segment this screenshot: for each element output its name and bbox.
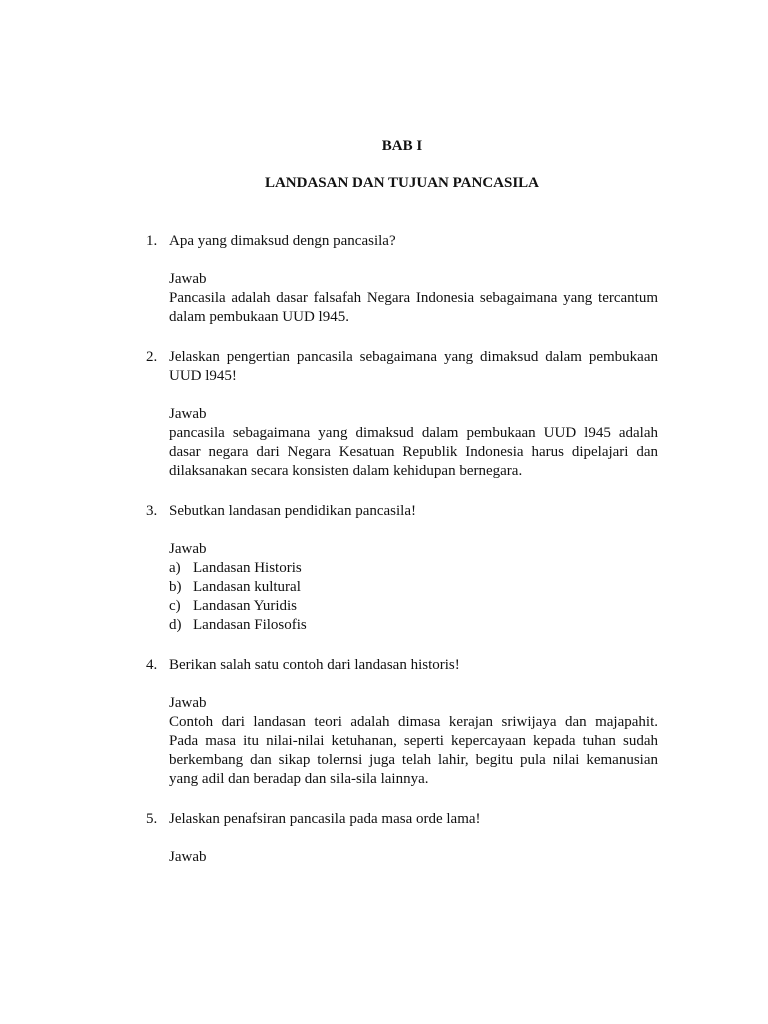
question-1	[146, 232, 658, 327]
question-number: 1.	[146, 233, 158, 249]
chapter-heading: BAB I	[381, 138, 423, 154]
question-3	[146, 502, 658, 635]
list-item: c) Landasan Yuridis	[169, 598, 298, 614]
answer-label: Jawab	[169, 271, 207, 287]
answer-block	[169, 270, 658, 327]
answer-line: dalam pembukaan UUD l945.	[169, 309, 349, 325]
question-number: 2.	[146, 349, 158, 365]
answer-label: Jawab	[169, 541, 207, 557]
answer-label: Jawab	[169, 695, 207, 711]
page-title: LANDASAN DAN TUJUAN PANCASILA	[264, 175, 540, 191]
answer-line: Pada masa itu nilai-nilai ketuhanan, seperti kepercayaan kepada tuhan sudah	[169, 733, 658, 749]
answer-label: Jawab	[169, 849, 207, 865]
answer-list	[169, 559, 658, 635]
question-number: 5.	[146, 811, 158, 827]
question-text: Jelaskan penafsiran pancasila pada masa orde lama!	[169, 811, 481, 827]
question-text: Jelaskan pengertian pancasila sebagaimana yang dimaksud dalam pembukaan UUD l945!	[169, 349, 658, 384]
list-item: a) Landasan Historis	[169, 560, 302, 576]
answer-line: Pancasila adalah dasar falsafah Negara Indonesia sebagaimana yang tercantum	[169, 290, 658, 306]
list-item: b) Landasan kultural	[169, 579, 301, 595]
question-number: 3.	[146, 503, 158, 519]
answer-line: berkembang dan sikap tolernsi juga telah lahir, begitu pula nilai kemanusian	[169, 752, 658, 768]
answer-block	[169, 848, 658, 867]
answer-line: pancasila sebagaimana yang dimaksud dalam pembukaan UUD l945 adalah	[169, 425, 658, 441]
answer-block	[169, 540, 658, 635]
question-text: Sebutkan landasan pendidikan pancasila!	[169, 503, 417, 519]
answer-line: dasar negara dari Negara Kesatuan Republik Indonesia harus dipelajari dan	[169, 444, 658, 460]
question-number: 4.	[146, 657, 158, 673]
question-5	[146, 810, 658, 867]
list-item: d) Landasan Filosofis	[169, 617, 307, 633]
answer-line: Contoh dari landasan teori adalah dimasa kerajan sriwijaya dan majapahit.	[169, 714, 658, 730]
answer-line: yang adil dan beradap dan sila-sila lainnya.	[169, 771, 429, 787]
question-text: Berikan salah satu contoh dari landasan historis!	[169, 657, 460, 673]
answer-block	[169, 405, 658, 481]
answer-line: dilaksanakan secara konsisten dalam kehidupan bernegara.	[169, 463, 523, 479]
answer-block	[169, 694, 658, 789]
question-4	[146, 656, 658, 789]
question-2	[146, 348, 658, 481]
answer-label: Jawab	[169, 406, 207, 422]
question-text: Apa yang dimaksud dengn pancasila?	[169, 233, 396, 249]
